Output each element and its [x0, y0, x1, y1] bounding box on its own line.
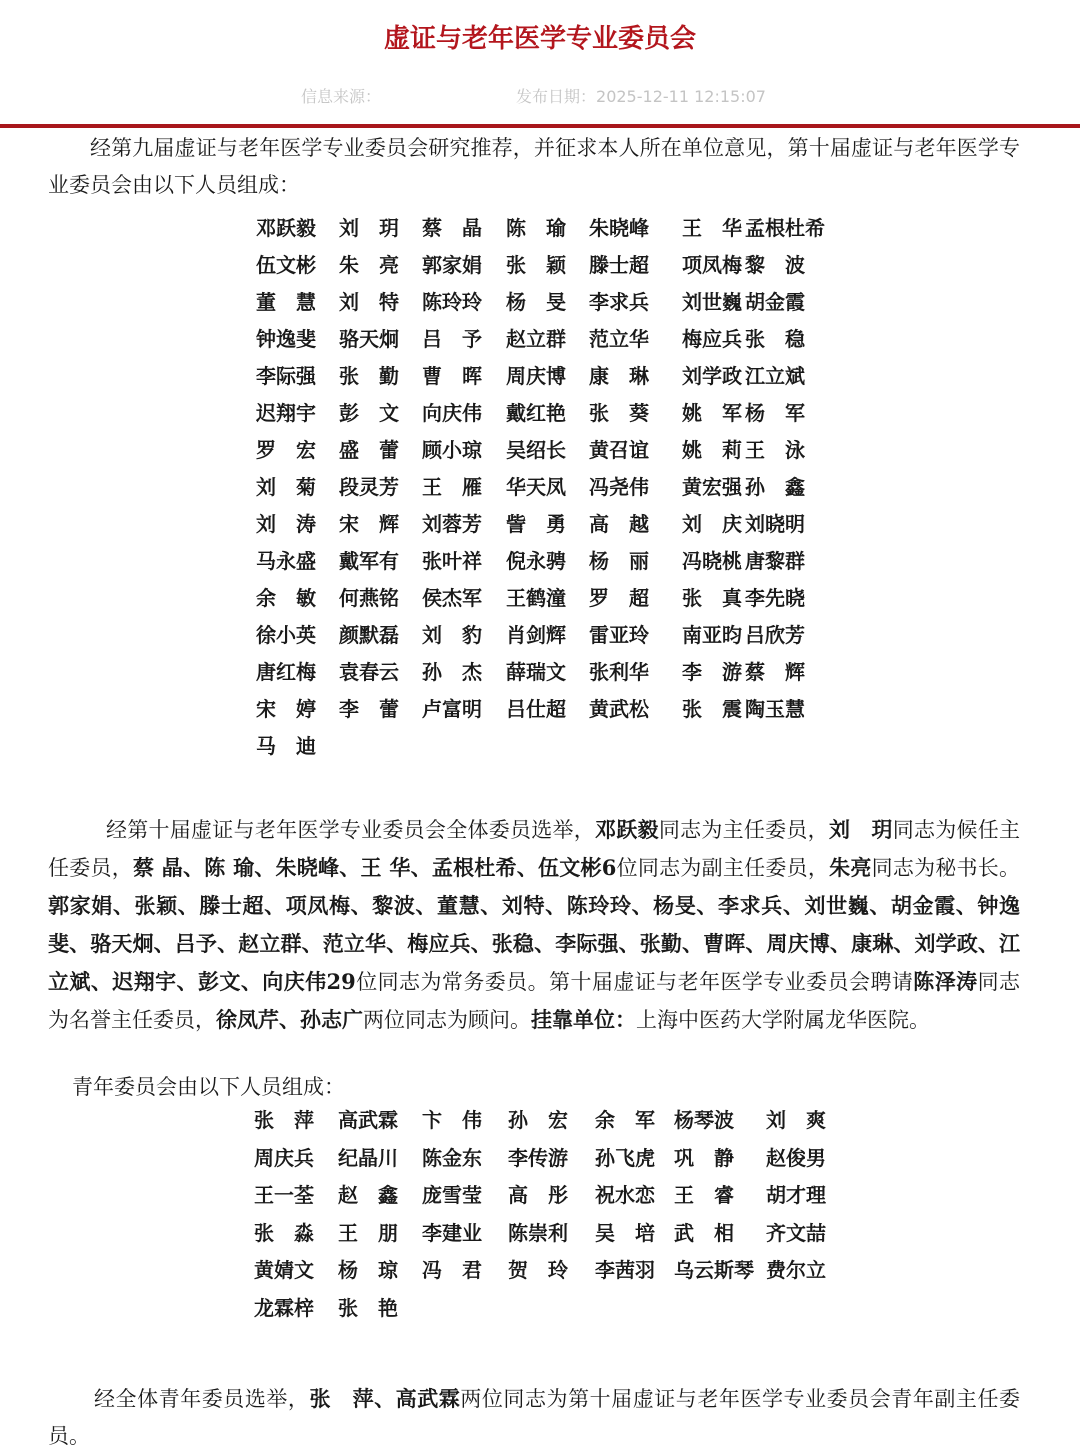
honorary-director: 陈泽涛	[913, 969, 978, 994]
host-unit-label: 挂靠单位：	[531, 1007, 636, 1032]
member-name: 张利华	[589, 660, 649, 684]
member-name: 马永盛	[256, 549, 316, 573]
youth-member-name: 张 艳	[338, 1295, 398, 1320]
member-name: 刘 涛	[256, 512, 316, 536]
member-name: 蔡 晶	[422, 216, 482, 240]
member-name: 罗 宏	[256, 438, 316, 462]
youth-member-name: 周庆兵	[254, 1145, 314, 1170]
member-name: 卢富明	[422, 697, 482, 721]
member-name: 戴军有	[339, 549, 399, 573]
member-name: 颜默磊	[339, 623, 399, 647]
publish-date	[516, 84, 766, 107]
member-name: 向庆伟	[422, 401, 482, 425]
youth-intro-paragraph: 青年委员会由以下人员组成：	[72, 1075, 345, 1099]
youth-member-name: 高武霖	[338, 1108, 398, 1132]
member-name: 陈玲玲	[422, 290, 482, 314]
publish-date-label: 发布日期：	[516, 87, 597, 106]
member-name: 骆天炯	[339, 327, 399, 351]
election-text: 同志为候任主任委员，	[48, 818, 1021, 880]
member-name: 李际强	[256, 364, 316, 388]
youth-member-name: 齐文喆	[766, 1220, 826, 1245]
youth-member-name: 王一荃	[254, 1183, 314, 1207]
member-name: 侯杰军	[422, 586, 482, 610]
member-name: 马 迪	[256, 734, 316, 758]
youth-election-text: 两位同志为第十届虚证与老年医学专业委员会青年副主任委员。	[48, 1387, 1021, 1448]
youth-member-name: 黄婧文	[254, 1258, 314, 1282]
youth-member-name: 陈金东	[422, 1145, 482, 1170]
member-name: 吕仕超	[506, 697, 566, 721]
member-name: 刘 菊	[256, 475, 316, 499]
member-name: 刘学政	[682, 364, 742, 388]
standing-members: 郭家娟、张颖、滕士超、项凤梅、黎波、董慧、刘特、陈玲玲、杨旻、李求兵、刘世巍、胡金霞、钟逸斐、骆天炯、吕予、赵立群、范立华、梅应兵、张稳、李际强、张勤、曹晖、周庆博、康琳、刘学政、江立斌、迟翔宇、彭文、向庆伟29	[48, 893, 1020, 994]
member-name: 罗 超	[589, 586, 649, 610]
member-name: 张 颖	[506, 253, 566, 277]
member-name: 刘 庆	[682, 512, 742, 536]
director-elect-name: 刘 玥	[828, 817, 893, 842]
youth-member-name: 冯 君	[422, 1258, 482, 1282]
member-name: 杨 旻	[506, 290, 566, 314]
member-name: 迟翔宇	[256, 401, 316, 425]
member-name: 钟逸斐	[256, 327, 316, 351]
info-source	[301, 84, 381, 107]
publish-date-value: 2025-12-11 12:15:07	[596, 87, 766, 106]
member-name: 黎 波	[745, 253, 805, 277]
member-name: 唐红梅	[256, 660, 316, 684]
member-name: 刘晓明	[745, 512, 805, 536]
info-source-label: 信息来源：	[301, 87, 382, 106]
member-name: 刘 特	[339, 290, 399, 314]
member-name: 刘 玥	[339, 216, 399, 240]
member-name: 宋 婷	[256, 697, 316, 721]
member-name: 董 慧	[256, 290, 316, 314]
member-name: 朱晓峰	[589, 216, 649, 240]
member-name: 吕欣芳	[745, 623, 805, 647]
member-name: 滕士超	[589, 253, 649, 277]
youth-member-name: 杨琴波	[674, 1108, 734, 1132]
member-name: 宋 辉	[339, 512, 399, 536]
host-unit: 上海中医药大学附属龙华医院。	[636, 1008, 930, 1032]
youth-member-name: 赵 鑫	[338, 1183, 398, 1207]
member-name: 冯晓桃	[682, 549, 742, 573]
election-text: 位同志为副主任委员，	[616, 856, 830, 880]
member-name: 孟根杜希	[745, 216, 825, 240]
member-name: 李 蕾	[339, 697, 399, 721]
member-name: 项凤梅	[682, 253, 742, 277]
member-name: 唐黎群	[745, 549, 805, 573]
youth-member-name: 武 相	[674, 1220, 734, 1245]
member-name: 余 敏	[256, 586, 316, 610]
member-name: 王鹤潼	[506, 586, 566, 610]
youth-member-name: 陈崇利	[508, 1220, 568, 1245]
member-name: 刘 豹	[422, 623, 482, 647]
member-name: 康 琳	[589, 364, 649, 388]
member-name: 孙 鑫	[745, 475, 805, 499]
member-name: 孙 杰	[422, 660, 482, 684]
election-paragraph	[48, 811, 1020, 1039]
member-name: 蔡 辉	[745, 660, 805, 684]
member-name: 张 稳	[745, 327, 805, 351]
member-name: 张 勤	[339, 364, 399, 388]
member-name: 郭家娟	[422, 253, 482, 277]
member-name: 姚 军	[682, 401, 742, 425]
member-name: 黄召谊	[589, 438, 649, 462]
youth-vice-directors: 张 萍、高武霖	[309, 1386, 461, 1411]
member-name: 戴红艳	[506, 401, 566, 425]
member-name: 薛瑞文	[506, 660, 566, 684]
member-name: 高 越	[589, 512, 649, 536]
member-name: 曹 晖	[422, 364, 482, 388]
election-text: 位同志为常务委员。第十届虚证与老年医学专业委员会聘请	[355, 970, 914, 994]
youth-member-name: 吴 培	[595, 1220, 655, 1245]
youth-member-name: 余 军	[595, 1108, 655, 1132]
director-name: 邓跃毅	[595, 817, 659, 842]
member-name: 陈 瑜	[506, 216, 566, 240]
youth-member-name: 庞雪莹	[422, 1183, 482, 1207]
youth-member-name: 张 淼	[254, 1220, 314, 1245]
election-text: 经第十届虚证与老年医学专业委员会全体委员选举，	[106, 818, 596, 842]
member-name: 王 雁	[422, 475, 482, 499]
youth-member-name: 高 彤	[508, 1183, 568, 1207]
youth-member-name: 巩 静	[674, 1145, 734, 1170]
member-name: 黄宏强	[682, 475, 742, 499]
youth-member-name: 孙 宏	[508, 1108, 568, 1132]
member-name: 范立华	[589, 327, 649, 351]
youth-election-paragraph	[48, 1380, 1020, 1455]
member-name: 刘蓉芳	[422, 512, 482, 536]
member-name: 周庆博	[506, 364, 566, 388]
intro-paragraph: 经第九届虚证与老年医学专业委员会研究推荐，并征求本人所在单位意见，第十届虚证与老年医学专业委员会由以下人员组成：	[48, 136, 1020, 197]
page-title: 虚证与老年医学专业委员会	[383, 24, 696, 54]
member-name: 华天凤	[506, 475, 566, 499]
member-name: 何燕铭	[339, 586, 399, 610]
member-name: 张 葵	[589, 401, 649, 425]
member-name: 李 游	[682, 660, 742, 684]
member-name: 张 震	[682, 697, 742, 721]
member-name: 刘世巍	[682, 290, 742, 314]
member-name: 张 真	[682, 586, 742, 610]
youth-member-name: 李建业	[422, 1220, 482, 1245]
youth-member-name: 孙飞虎	[595, 1145, 655, 1170]
member-name: 杨 军	[745, 401, 805, 425]
youth-member-name: 李传游	[508, 1145, 568, 1170]
youth-member-name: 贺 玲	[508, 1258, 568, 1282]
member-name: 王 泳	[745, 438, 805, 462]
youth-member-name: 乌云斯琴	[674, 1258, 754, 1282]
member-name: 吴绍长	[506, 438, 566, 462]
youth-member-name: 胡才理	[766, 1183, 826, 1207]
member-name: 雷亚玲	[589, 623, 649, 647]
youth-member-name: 赵俊男	[766, 1145, 826, 1170]
member-name: 肖剑辉	[506, 623, 566, 647]
member-name: 杨 丽	[589, 549, 649, 573]
member-name: 王 华	[682, 216, 742, 240]
member-name: 段灵芳	[339, 475, 399, 499]
member-name: 彭 文	[339, 401, 399, 425]
member-name: 朱 亮	[339, 253, 399, 277]
member-name: 伍文彬	[256, 253, 316, 277]
election-text: 同志为名誉主任委员，	[48, 970, 1021, 1032]
election-text: 同志为主任委员，	[658, 818, 829, 842]
youth-member-name: 王 朋	[338, 1220, 398, 1245]
youth-member-name: 费尔立	[766, 1258, 826, 1282]
youth-member-name: 龙霖梓	[254, 1295, 314, 1320]
youth-member-name: 纪晶川	[338, 1145, 398, 1170]
youth-election-text: 经全体青年委员选举，	[94, 1387, 310, 1411]
member-name: 陶玉慧	[745, 697, 805, 721]
member-name: 冯尧伟	[589, 475, 649, 499]
member-name: 张叶祥	[422, 549, 482, 573]
election-text: 同志为秘书长。	[871, 856, 1021, 880]
member-name: 訾 勇	[506, 512, 566, 536]
member-name: 徐小英	[256, 623, 316, 647]
youth-member-name: 王 睿	[674, 1183, 734, 1207]
member-name: 吕 予	[422, 327, 482, 351]
youth-member-name: 卞 伟	[422, 1108, 482, 1132]
member-name: 顾小琼	[422, 438, 482, 462]
youth-member-name: 李茜羽	[595, 1258, 655, 1282]
member-name: 南亚昀	[682, 623, 742, 647]
member-name: 江立斌	[745, 364, 805, 388]
youth-member-name: 杨 琼	[338, 1258, 398, 1282]
member-name: 李先晓	[745, 586, 805, 610]
member-name: 梅应兵	[682, 327, 742, 351]
advisors: 徐凤芹、孙志广	[216, 1007, 363, 1032]
member-name: 袁春云	[339, 660, 399, 684]
secretary-name: 朱亮	[829, 855, 872, 880]
member-name: 姚 莉	[682, 438, 742, 462]
member-name: 胡金霞	[745, 290, 805, 314]
header-divider	[0, 124, 1080, 128]
member-name: 邓跃毅	[256, 216, 316, 240]
youth-member-name: 刘 爽	[766, 1108, 826, 1132]
member-name: 盛 蕾	[339, 438, 399, 462]
election-text: 两位同志为顾问。	[363, 1008, 531, 1032]
vice-directors: 蔡 晶、陈 瑜、朱晓峰、王 华、孟根杜希、伍文彬6	[132, 855, 617, 880]
member-name: 倪永骋	[506, 549, 566, 573]
youth-member-name: 祝水恋	[595, 1183, 655, 1207]
youth-member-name: 张 萍	[254, 1108, 314, 1132]
member-name: 李求兵	[589, 290, 649, 314]
member-name: 赵立群	[506, 327, 566, 351]
member-name: 黄武松	[589, 697, 649, 721]
